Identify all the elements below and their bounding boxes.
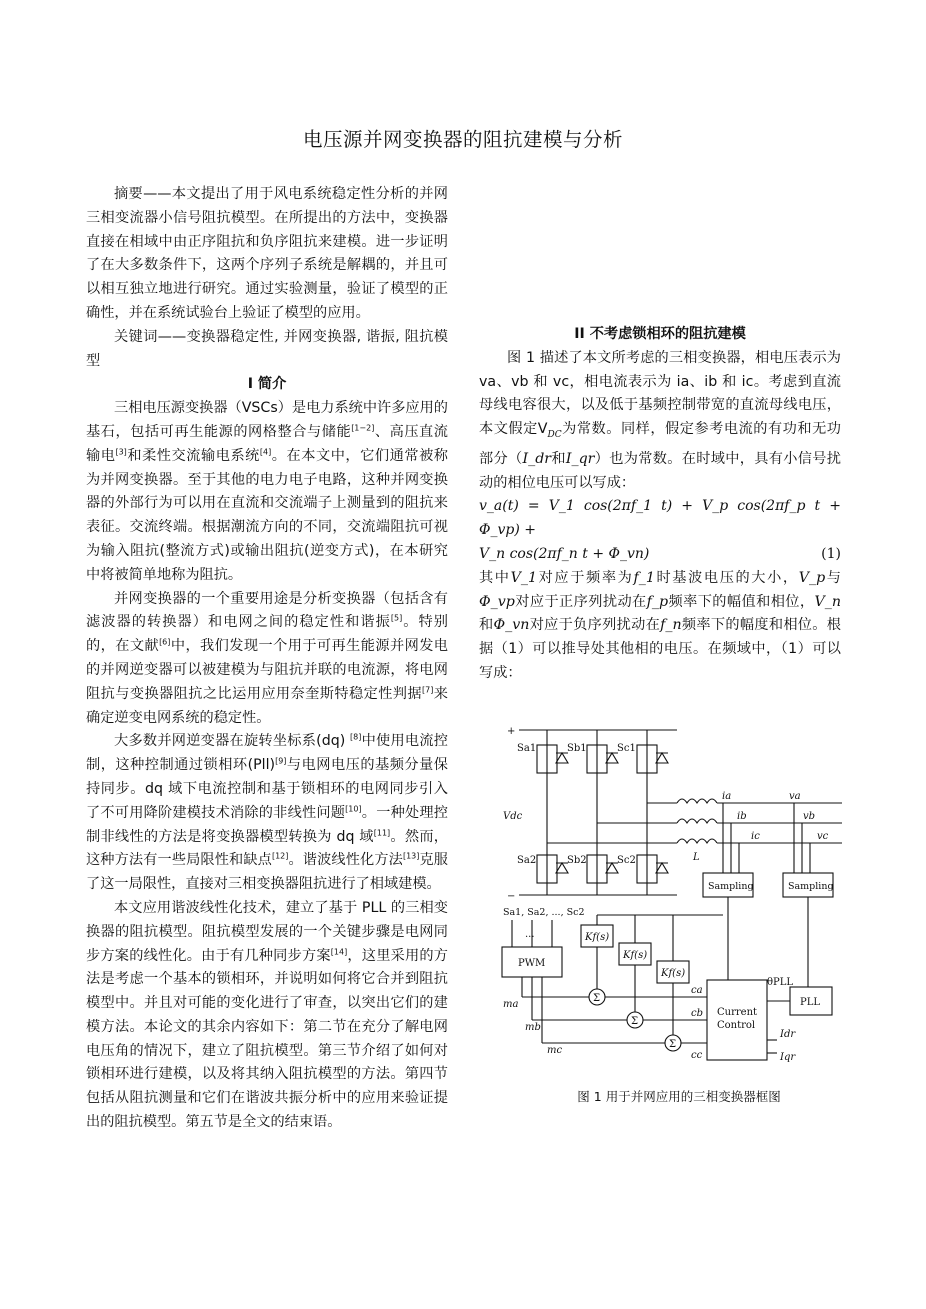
label-sampling-current: Sampling	[708, 881, 754, 892]
label-mc: mc	[547, 1045, 563, 1056]
label-va: va	[789, 791, 801, 802]
equation-number: (1)	[821, 546, 841, 562]
label-idr: Idr	[780, 1029, 796, 1040]
label-sa2: Sa2	[517, 855, 537, 866]
citation[interactable]: [7]	[422, 685, 434, 694]
citation[interactable]: [10]	[345, 803, 362, 813]
citation[interactable]: [11]	[373, 827, 391, 837]
label-sb1: Sb1	[567, 743, 587, 754]
label-iqr: Iqr	[780, 1052, 796, 1063]
section-2-paragraph-1: 图 1 描述了本文所考虑的三相变换器，相电压表示为 va、vb 和 vc，相电流表示为 ia、ib 和 ic。考虑到直流母线电容很大，以及低于基频控制带宽的直流母线电压，本文假定$V_{DC}$为常数。同样，假定参考电流的有功和无功部分（I_dr和I_qr）也为常数。在时域中，具有小信号扰动的相位电压可以写成：	[479, 349, 841, 491]
equation-1-line-2: V_n cos(2πf_n t + Φ_vn) (1)	[479, 543, 841, 567]
intro-paragraph-4: 本文应用谐波线性化技术，建立了基于 PLL 的三相变换器的阻抗模型。阻抗模型发展的一个关键步骤是电网同步方案的线性化。由于有几种同步方案[14]，这里采用的方法是考虑一个基本的锁相环，并说明如何将它合并到阻抗模型中。并且对可能的变化进行了审查，以突出它们的建模方法。本论文的其余内容如下：第二节在充分了解电网电压角的情况下，建立了阻抗模型。第三节介绍了如何对锁相环进行建模，以及将其纳入阻抗模型的方法。第四节包括从阻抗测量和它们在谐波共振分析中的应用来验证提出的阻抗模型。第五节是全文的结束语。	[86, 899, 448, 1131]
label-ib: ib	[737, 811, 747, 822]
label-kf-b: Kf(s)	[623, 950, 648, 961]
right-column	[479, 183, 841, 686]
label-cb: cb	[691, 1008, 704, 1019]
label-mb: mb	[525, 1022, 541, 1033]
label-dots: ...	[525, 929, 535, 940]
label-minus: −	[507, 891, 516, 902]
label-cc: cc	[691, 1050, 703, 1061]
citation[interactable]: [13]	[402, 851, 420, 861]
citation[interactable]: [9]	[275, 756, 287, 766]
abstract: 摘要——本文提出了用于风电系统稳定性分析的并网三相变流器小信号阻抗模型。在所提出的方法中，变换器直接在相域中由正序阻抗和负序阻抗来建模。进一步证明了在大多数条件下，这两个序列子系统是解耦的，并且可以相互独立地进行研究。通过实验测量，验证了模型的正确性，并在系统试验台上验证了模型的应用。	[86, 186, 448, 321]
intro-paragraph-2: 并网变换器的一个重要用途是分析变换器（包括含有滤波器的转换器）和电网之间的稳定性和谐振[5]。特别的，在文献[6]中，我们发现一个用于可再生能源并网发电的并网逆变器可以被建模为与阻抗并联的电流源，将电网阻抗与变换器阻抗之比运用应用奈奎斯特稳定性判据[7]来确定逆变电网系统的稳定性。	[86, 590, 448, 726]
inductor-a	[677, 799, 717, 803]
label-sum-a: Σ	[593, 993, 601, 1004]
label-inductance: L	[693, 852, 700, 863]
label-control: Control	[717, 1020, 756, 1031]
label-sc2: Sc2	[617, 855, 636, 866]
label-sc1: Sc1	[617, 743, 636, 754]
label-kf-c: Kf(s)	[661, 968, 686, 979]
label-pll: PLL	[800, 997, 821, 1008]
label-sum-c: Σ	[669, 1039, 677, 1050]
label-ma: ma	[503, 999, 519, 1010]
label-vdc: Vdc	[503, 811, 523, 822]
label-sa1: Sa1	[517, 743, 537, 754]
label-kf-a: Kf(s)	[585, 932, 610, 943]
section-2-paragraph-2: 其中V_1对应于频率为f_1时基波电压的大小，V_p与Φ_vp对应于正序列扰动在f_p频率下的幅值和相位，V_n和Φ_vn对应于负序列扰动在f_n频率下的幅度和相位。根据（1）可以推导处其他相的电压。在频域中，（1）可以写成：	[479, 569, 841, 681]
label-ic: ic	[751, 831, 760, 842]
converter-block-diagram	[497, 715, 847, 1085]
citation[interactable]: [5]	[390, 613, 403, 623]
label-sum-b: Σ	[631, 1016, 639, 1027]
figure-caption: 图 1 用于并网应用的三相变换器框图	[577, 1089, 781, 1104]
label-ia: ia	[722, 791, 732, 802]
label-pwm: PWM	[518, 958, 546, 969]
label-theta-pll: θPLL	[767, 977, 794, 988]
citation[interactable]: [1−2]	[351, 423, 375, 433]
inductor-c	[677, 839, 717, 843]
label-plus: +	[507, 726, 516, 737]
paper-title: 电压源并网变换器的阻抗建模与分析	[302, 128, 623, 151]
citation[interactable]: [8]	[350, 732, 362, 742]
citation[interactable]: [3]	[115, 447, 127, 457]
label-sampling-voltage: Sampling	[788, 881, 834, 892]
equation-1-line-1: v_a(t) = V_1 cos(2πf_1 t) + V_p cos(2πf_p t + Φ_vp) +	[479, 498, 841, 539]
keywords: 关键词——变换器稳定性, 并网变换器, 谐振, 阻抗模型	[86, 328, 448, 369]
label-current: Current	[717, 1007, 758, 1018]
section-1-heading: I 简介	[247, 376, 287, 393]
inductor-b	[677, 819, 717, 823]
label-vc: vc	[817, 831, 829, 842]
citation[interactable]: [6]	[159, 637, 171, 647]
citation[interactable]: [12]	[271, 851, 289, 861]
label-vb: vb	[803, 811, 816, 822]
citation[interactable]: [14]	[330, 946, 348, 956]
section-2-heading: II 不考虑锁相环的阻抗建模	[574, 326, 746, 342]
left-column	[86, 183, 448, 1135]
label-sb2: Sb2	[567, 855, 587, 866]
citation[interactable]: [4]	[259, 447, 272, 457]
label-switch-signals: Sa1, Sa2, ..., Sc2	[503, 907, 585, 918]
intro-continuation-spacer	[479, 183, 841, 301]
label-ca: ca	[691, 985, 703, 996]
intro-paragraph-3: 大多数并网逆变器在旋转坐标系(dq) [8]中使用电流控制，这种控制通过锁相环(Pll)[9]与电网电压的基频分量保持同步。dq 域下电流控制和基于锁相环的电网同步引入了不可用降阶建模技术消除的非线性问题[10]。一种处理控制非线性的方法是将变换器模型转换为 dq 域[11]。然而，这种方法有一些局限性和缺点[12]。谐波线性化方法[13]克服了这一局限性，直接对三相变换器阻抗进行了相域建模。	[86, 732, 448, 893]
intro-paragraph-1: 三相电压源变换器（VSCs）是电力系统中许多应用的基石，包括可再生能源的网格整合与储能[1−2]、高压直流输电[3]和柔性交流输电系统[4]。在本文中，它们通常被称为并网变换器。至于其他的电力电子电路，这种并网变换器的外部行为可以用在直流和交流端子上测量到的阻抗来表征。交流终端。根据潮流方向的不同，交流端阻抗可视为输入阻抗(整流方式)或输出阻抗(逆变方式)，在本研究中将被简单地称为阻抗。	[86, 400, 448, 583]
